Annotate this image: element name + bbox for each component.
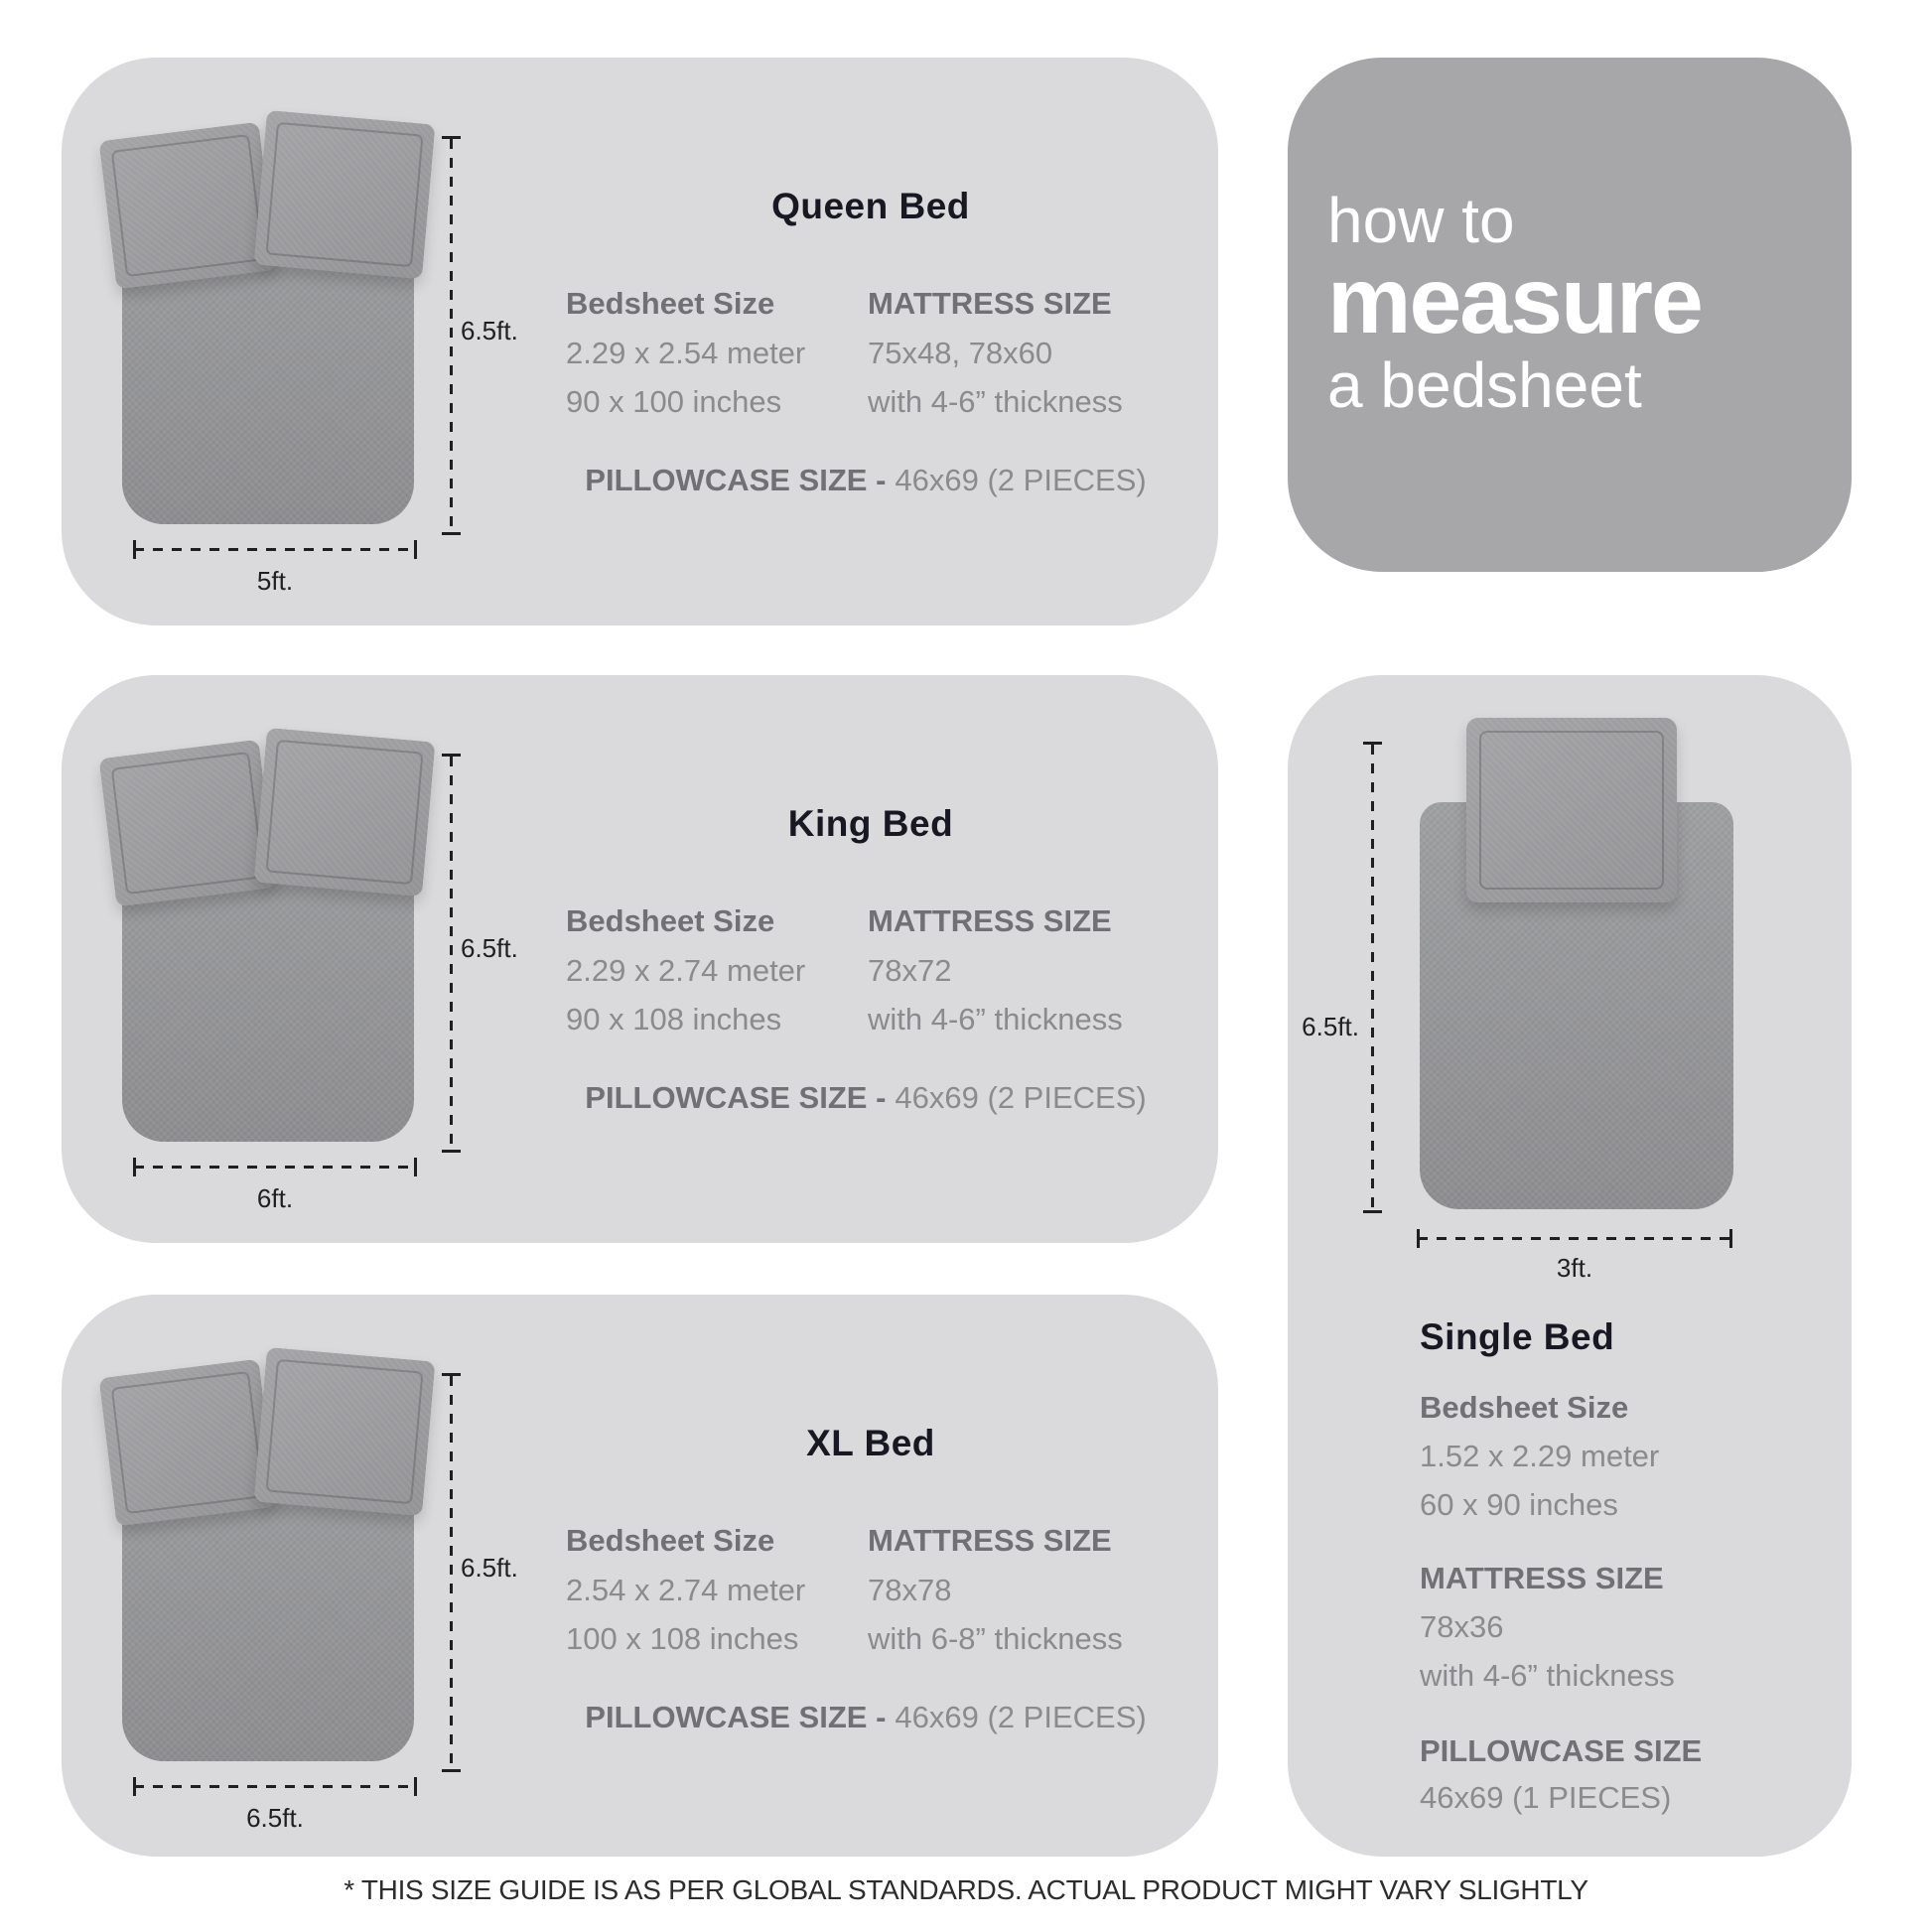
mattress-size-value: 75x48, 78x60 [868,336,1053,370]
pillow-right-icon [254,728,436,897]
bedsheet-size-meter: 2.29 x 2.54 meter [566,336,806,370]
mattress-size-value: 78x36 [1420,1609,1504,1644]
width-measure-line [134,1785,416,1788]
bedsheet-size-column [566,1523,805,1670]
height-measure-line [450,757,453,1150]
height-label: 6.5ft. [461,933,518,963]
height-label: 6.5ft. [1302,1012,1359,1041]
mattress-thickness: with 4-6” thickness [1420,1658,1675,1693]
height-measure-line [450,139,453,532]
mattress-size-header: MATTRESS SIZE [868,903,1112,938]
bedsheet-size-meter: 2.29 x 2.74 meter [566,953,806,988]
pillowcase-size-value: 46x69 (2 PIECES) [895,463,1147,497]
mattress-thickness: with 4-6” thickness [868,1002,1123,1036]
bedsheet-size-header: Bedsheet Size [566,286,775,321]
panel-title: Single Bed [1420,1316,1615,1357]
pillowcase-size-row [508,461,1223,500]
pillowcase-size-value: 46x69 (2 PIECES) [895,1700,1147,1734]
bedsheet-size-inches: 60 x 90 inches [1420,1487,1618,1522]
title-line-1: how to [1327,185,1515,256]
bedsheet-size-inches: 100 x 108 inches [566,1621,799,1656]
bedsheet-size-meter: 1.52 x 2.29 meter [1420,1439,1660,1473]
height-measure-line [1371,745,1374,1210]
king-bed-illustration [107,733,429,1142]
queen-bed-illustration [107,115,429,524]
height-label: 6.5ft. [461,1553,518,1583]
single-bed-panel [1288,675,1852,1857]
panel-title: Queen Bed [771,186,970,226]
pillowcase-size-label: PILLOWCASE SIZE - [585,1700,887,1734]
pillow-right-icon [254,110,436,279]
mattress-thickness: with 6-8” thickness [868,1621,1123,1656]
panel-title: XL Bed [806,1423,935,1463]
bedsheet-size-column [566,286,805,433]
bedsheet-size-meter: 2.54 x 2.74 meter [566,1573,806,1607]
mattress-size-column [868,1523,1123,1670]
queen-bed-panel [62,58,1218,625]
width-measure-line [134,548,416,551]
pillow-left-icon [98,1359,276,1527]
disclaimer-text: * THIS SIZE GUIDE IS AS PER GLOBAL STANDARDS. ACTUAL PRODUCT MIGHT VARY SLIGHTLY [344,1874,1588,1905]
bedsheet-size-header: Bedsheet Size [1420,1390,1629,1425]
pillow-icon [1466,718,1677,902]
height-measure-line [450,1376,453,1769]
width-label: 3ft. [1556,1253,1593,1283]
single-bed-illustration [1420,718,1733,1209]
mattress-size-column [868,903,1123,1050]
title-line-2: measure [1327,248,1702,353]
panel-title: King Bed [787,803,954,844]
pillow-left-icon [98,740,276,907]
bedsheet-size-header: Bedsheet Size [566,903,775,938]
mattress-size-column [868,286,1123,433]
bedsheet-size-header: Bedsheet Size [566,1523,775,1558]
xl-bed-illustration [107,1352,429,1761]
mattress-size-header: MATTRESS SIZE [868,286,1112,321]
title-text [1327,185,1702,425]
king-bed-panel [62,675,1218,1243]
pillowcase-size-row [508,1698,1223,1737]
width-measure-line [1418,1237,1731,1240]
pillowcase-size-value: 46x69 (1 PIECES) [1420,1780,1672,1815]
mattress-size-value: 78x72 [868,953,952,988]
pillowcase-size-header: PILLOWCASE SIZE [1420,1733,1703,1768]
bedsheet-size-inches: 90 x 100 inches [566,384,782,419]
mattress-size-value: 78x78 [868,1573,952,1607]
how-to-measure-title-box [1288,58,1852,572]
height-label: 6.5ft. [461,316,518,345]
width-label: 5ft. [256,566,294,596]
bedsheet-size-column [566,903,805,1050]
pillow-right-icon [254,1347,436,1516]
pillowcase-size-label: PILLOWCASE SIZE - [585,463,887,497]
width-label: 6ft. [256,1183,294,1213]
mattress-size-header: MATTRESS SIZE [868,1523,1112,1558]
xl-bed-panel [62,1295,1218,1857]
mattress-thickness: with 4-6” thickness [868,384,1123,419]
pillowcase-size-label: PILLOWCASE SIZE - [585,1080,887,1115]
mattress-size-header: MATTRESS SIZE [1420,1561,1664,1595]
width-measure-line [134,1166,416,1169]
bedsheet-size-inches: 90 x 108 inches [566,1002,782,1036]
pillow-left-icon [98,122,276,290]
pillowcase-size-row [508,1078,1223,1118]
title-line-3: a bedsheet [1327,349,1642,421]
width-label: 6.5ft. [246,1803,304,1833]
pillowcase-size-value: 46x69 (2 PIECES) [895,1080,1147,1115]
